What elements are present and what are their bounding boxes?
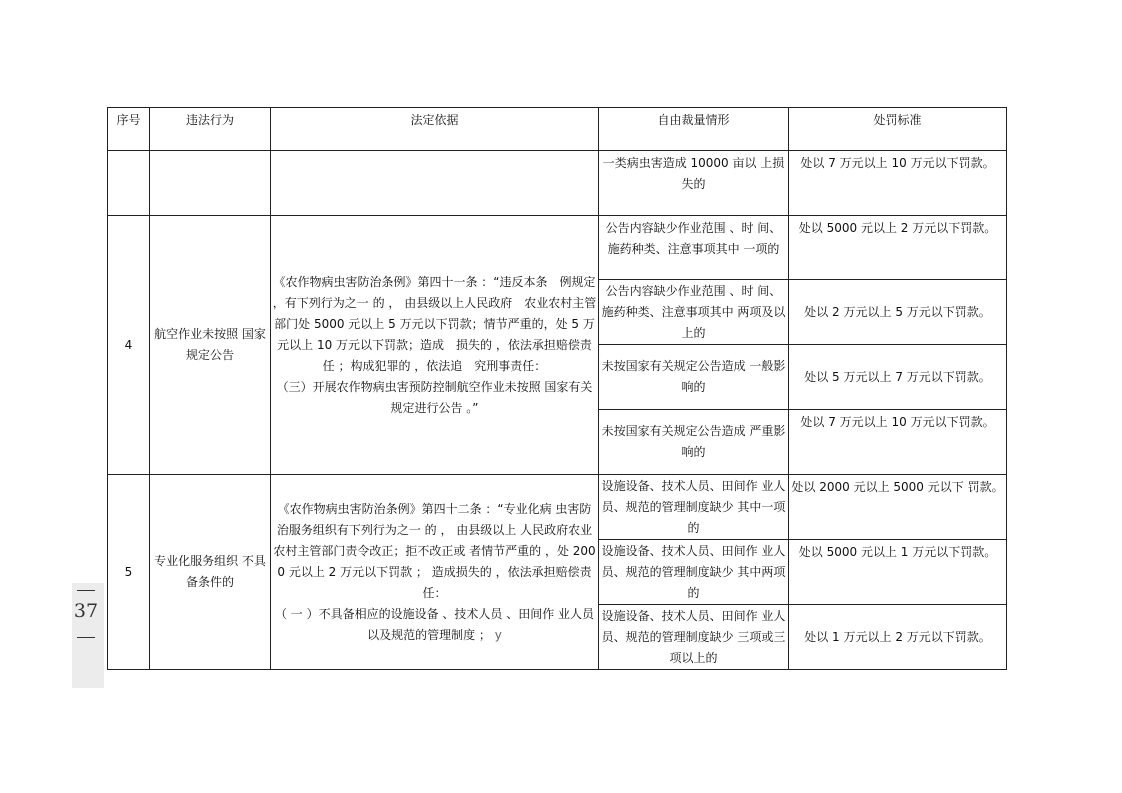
cell-standard: 处以 7 万元以上 10 万元以下罚款。 [789,151,1007,216]
cell-condition: 设施设备、技术人员、田间作 业人员、规范的管理制度缺少 其中两项的 [599,540,789,605]
table-row [108,151,1007,216]
header-discretion-condition: 自由裁量情形 [599,108,789,151]
cell-violation: 专业化服务组织 不具备条件的 [150,475,271,670]
legal-basis-text: 《农作物病虫害防治条例》第四十一条 ：“违反本条 例规定 ，有下列行为之一 的 ， 由县级以上人民政府 农业农村主管部门处 5000 元以上 5 万元以下罚款；情节严重的，处 5 万元以上 10 万元以下罚款；造成 损失的 ，依法承担赔偿责任 ；构成犯罪的 ，依法追 究刑事责任： （三）开展农作物病虫害预防控制航空作业未按照 国家有关规定进行公告 。” [272,274,597,415]
cell-legal-basis [271,216,599,475]
cell-condition: 设施设备、技术人员、田间作 业人员、规范的管理制度缺少 其中一项的 [599,475,789,540]
page-number: 37 [73,600,99,622]
cell-standard: 处以 1 万元以上 2 万元以下罚款。 [789,605,1007,670]
header-penalty-standard: 处罚标准 [789,108,1007,151]
table-row [108,216,1007,280]
cell-standard: 处以 7 万元以上 10 万元以下罚款。 [789,410,1007,475]
penalty-standards-table [107,107,1007,670]
cell-violation: 航空作业未按照 国家规定公告 [150,216,271,475]
cell-standard: 处以 5 万元以上 7 万元以下罚款。 [789,345,1007,410]
stray-mark: y [494,627,502,642]
page-number-rule-top [77,590,95,591]
header-legal-basis: 法定依据 [271,108,599,151]
cell-condition: 未按国家有关规定公告造成 严重影响的 [599,410,789,475]
cell-standard: 处以 2 万元以上 5 万元以下罚款。 [789,280,1007,345]
cell-condition: 未按国家有关规定公告造成 一般影响的 [599,345,789,410]
header-no: 序号 [108,108,150,151]
table-row [108,475,1007,540]
cell-legal-basis [271,475,599,670]
cell-condition: 设施设备、技术人员、田间作 业人员、规范的管理制度缺少 三项或三项以上的 [599,605,789,670]
page-number-rule-bottom [77,637,95,638]
cell-no: 5 [108,475,150,670]
cell-condition: 一类病虫害造成 10000 亩以 上损失的 [599,151,789,216]
cell-standard: 处以 5000 元以上 2 万元以下罚款。 [789,216,1007,280]
cell-violation-empty [150,151,271,216]
cell-no-empty [108,151,150,216]
cell-no: 4 [108,216,150,475]
margin-shade [72,583,104,688]
cell-condition: 公告内容缺少作业范围 、时 间、施药种类、注意事项其中 一项的 [599,216,789,280]
table-header-row [108,108,1007,151]
cell-standard: 处以 2000 元以上 5000 元以下 罚款。 [789,475,1007,540]
legal-basis-text: 《农作物病虫害防治条例》第四十二条 ：“专业化病 虫害防治服务组织有下列行为之一 的 ， 由县级以上 人民政府农业农村主管部门责令改正；拒不改正或 者情节严重的 ，处 2000 元以上 2 万元以下罚款 ； 造成损失的 ，依法承担赔偿责任： （ 一 ）不具备相应的设施设备 、技术人员 、田间作 业人员以及规范的管理制度 ； [273,501,596,642]
header-violation: 违法行为 [150,108,271,151]
cell-condition: 公告内容缺少作业范围 、时 间、施药种类、注意事项其中 两项及以上的 [599,280,789,345]
cell-standard: 处以 5000 元以上 1 万元以下罚款。 [789,540,1007,605]
cell-basis-empty [271,151,599,216]
